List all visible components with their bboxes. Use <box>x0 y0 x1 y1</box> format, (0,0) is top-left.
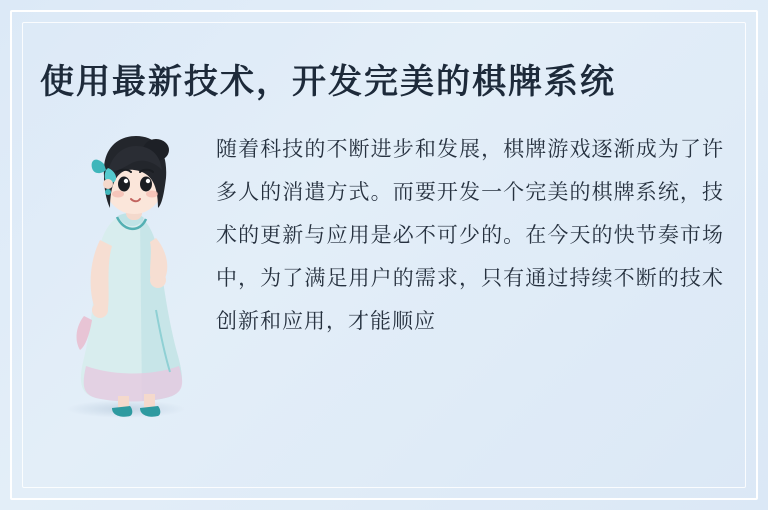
illustration-cartoon-woman <box>60 120 210 420</box>
page-title: 使用最新技术，开发完美的棋牌系统 <box>40 62 616 102</box>
body-paragraph: 随着科技的不断进步和发展，棋牌游戏逐渐成为了许多人的消遣方式。而要开发一个完美的棋牌系统，技术的更新与应用是必不可少的。在今天的快节奏市场中，为了满足用户的需求，只有通过持续不断的技术创新和应用，才能顺应 <box>216 137 724 333</box>
cartoon-woman-icon <box>60 120 210 420</box>
